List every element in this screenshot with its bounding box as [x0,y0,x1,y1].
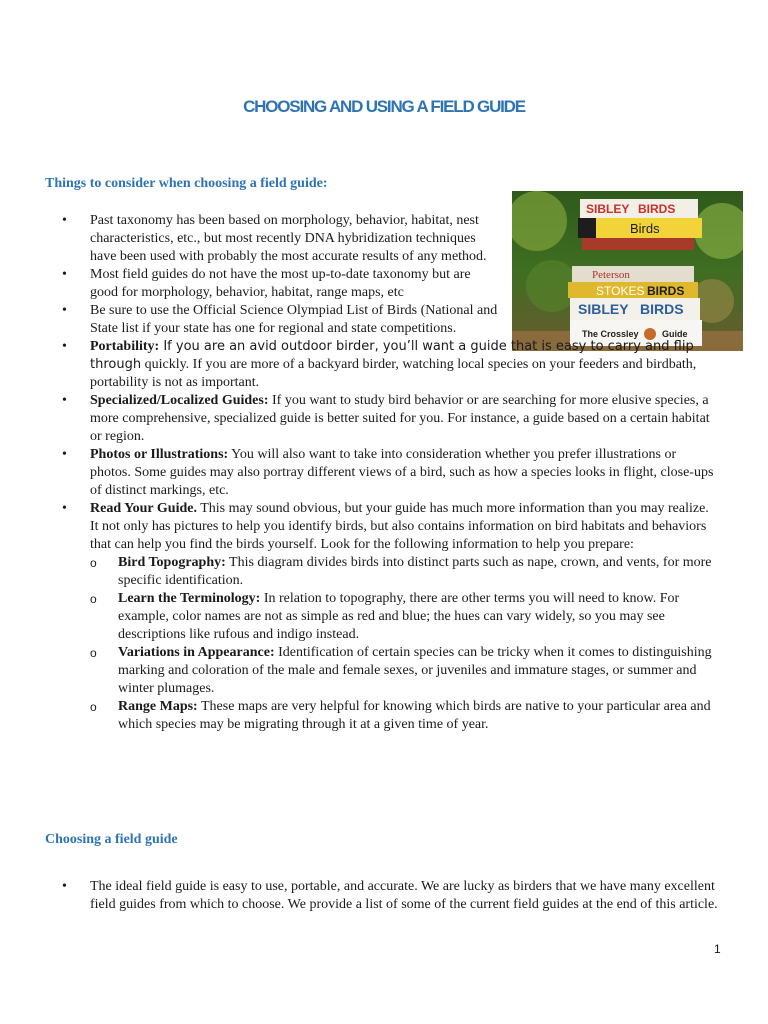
sublist-item-term: Range Maps: [118,699,198,714]
section-heading-considerations: Things to consider when choosing a field guide: [45,176,328,191]
sublist-item-term: Bird Topography: [118,555,226,570]
sublist-item-text: This diagram divides birds into distinct parts such as nape, crown, and vents, for more specific identification. [118,555,712,588]
list-item-text: This may sound obvious, but your guide has much more information than you may realize. It not only has pictures to help you identify birds, but also contains information on bird habitats and behaviors that can help you find the birds yourself. Look for the following information to help you prepare: [90,501,709,552]
book-spine-text: BIRDS [640,301,684,317]
sublist-item-text: These maps are very helpful for knowing which birds are native to your particular area and which species may be migrating through it at a given time of year. [118,699,711,732]
page-number: 1 [714,942,721,956]
choosing-list [0,878,718,914]
list-item-text: The ideal field guide is easy to use, portable, and accurate. We are lucky as birders that we have many excellent field guides from which to choose. We provide a list of some of the current field guides at the end of this article. [90,879,718,912]
book-spine-text: BIRDS [638,202,676,216]
list-item [0,446,718,500]
book-spine-text: The Crossley [582,329,639,339]
list-item [0,878,718,914]
list-item-text: You will also want to take into consideration whether you prefer illustrations or photos. Some guides may also portray different views of a bird, such as how a species looks in flight, close-ups of distinct markings, etc. [90,447,714,498]
guide-features-sublist [90,554,718,734]
page-title: CHOOSING AND USING A FIELD GUIDE [243,97,525,116]
list-item [0,392,718,446]
book-spine-text: SIBLEY [578,301,629,317]
list-item-text: Most field guides do not have the most up-to-date taxonomy but are good for morphology, behavior, habitat, range maps, etc [90,267,471,300]
book-spine-text: SIBLEY [586,202,630,216]
book-spine-text: Peterson [592,269,630,281]
list-item-text: If you are an avid outdoor birder, you’ll want a guide that is easy to carry and flip through [90,339,694,372]
book-spine-text: Guide [662,329,688,339]
sublist-item-text: Identification of certain species can be tricky when it comes to distinguishing marking and coloration of the male and female sexes, or juveniles and immature stages, or summer and winter plumages. [118,645,712,696]
list-item [0,302,500,338]
book-spine-text: STOKES [596,284,645,298]
list-item [0,500,718,734]
list-item-term: Read Your Guide. [90,501,197,516]
sublist-item-term: Learn the Terminology: [118,591,261,606]
book-spine-text: Birds [630,221,660,236]
sublist-item [90,554,718,590]
sublist-item [90,590,718,644]
list-item [0,338,718,392]
sublist-item-text: In relation to topography, there are other terms you will need to know. For example, color names are not as simple as red and blue; the hues can vary widely, so you may see descriptions like rufous and indigo instead. [118,591,680,642]
list-item-term: Portability: [90,339,160,354]
list-item-text: If you want to study bird behavior or are searching for more elusive species, a more comprehensive, specialized guide is better suited for you. For instance, a guide based on a certain habitat or region. [90,393,710,444]
list-item-term: Specialized/Localized Guides: [90,393,269,408]
list-item [0,212,500,266]
book-spine-text: BIRDS [647,284,685,298]
list-item-term: Photos or Illustrations: [90,447,229,462]
sublist-item [90,644,718,698]
list-item [0,266,500,302]
sublist-item [90,698,718,734]
considerations-list [0,212,718,734]
list-item-text: Be sure to use the Official Science Olympiad List of Birds (National and State list if your state has one for regional and state competitions. [90,303,498,336]
list-item-text: quickly. If you are more of a backyard birder, watching local species on your feeders and birdbath, portability is not as important. [90,357,697,390]
list-item-text: Past taxonomy has been based on morphology, behavior, habitat, nest characteristics, etc., but most recently DNA hybridization techniques have been used with probably the most accurate results of any method. [90,213,487,264]
sublist-item-term: Variations in Appearance: [118,645,275,660]
section-heading-choosing: Choosing a field guide [45,832,178,847]
